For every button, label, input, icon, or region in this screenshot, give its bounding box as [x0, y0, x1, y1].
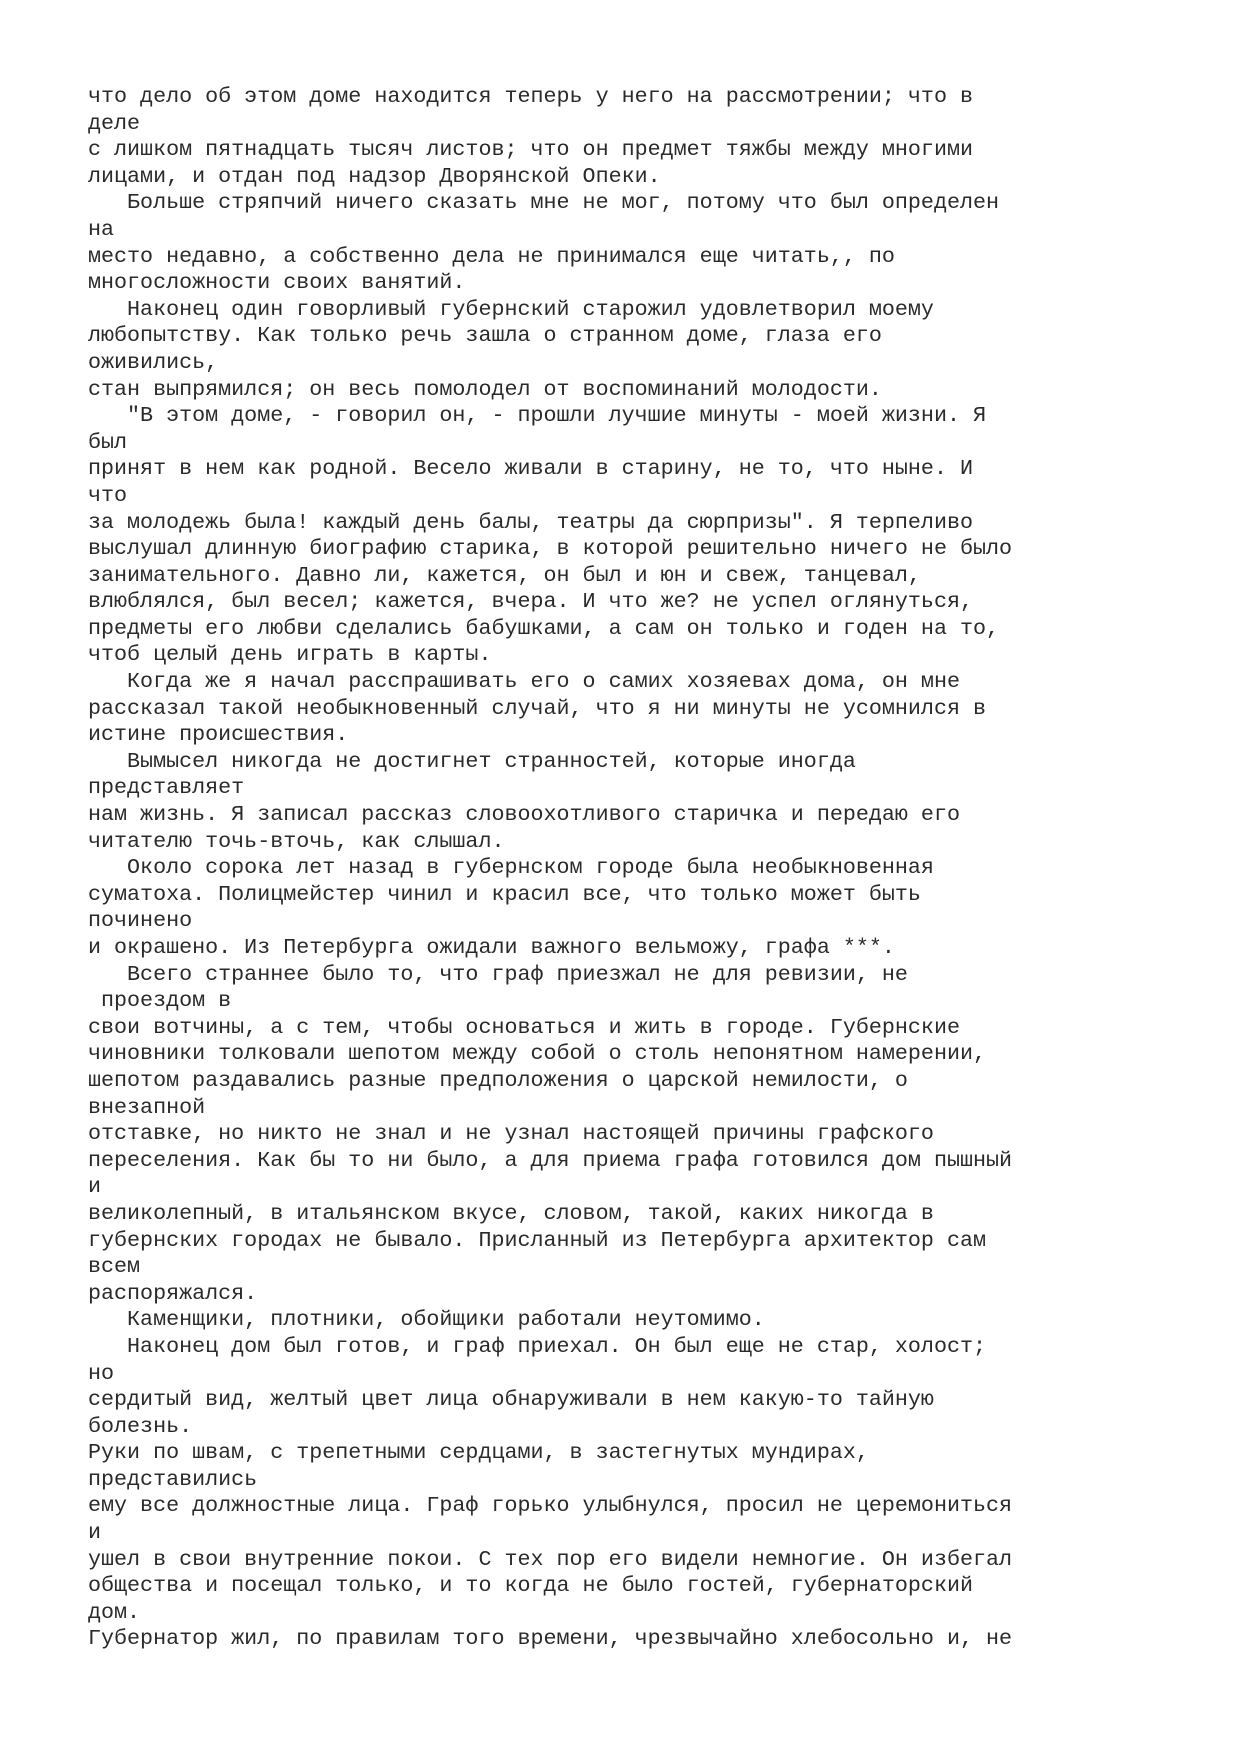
text-line: стан выпрямился; он весь помолодел от воспоминаний молодости.: [88, 376, 882, 402]
text-line: был: [88, 429, 128, 455]
text-line: представились: [88, 1466, 258, 1492]
text-line: за молодежь была! каждый день балы, театры да сюрпризы". Я терпеливо: [88, 509, 973, 535]
text-line: ушел в свои внутренние покои. С тех пор его видели немногие. Он избегал: [88, 1546, 1013, 1572]
text-line: выслушал длинную биографию старика, в которой решительно ничего не было: [88, 536, 1013, 562]
text-line: читателю точь-вточь, как слышал.: [88, 828, 505, 854]
text-line: шепотом раздавались разные предположения о царской немилости, о: [88, 1067, 908, 1093]
text-line: Губернатор жил, по правилам того времени, чрезвычайно хлебосольно и, не: [88, 1626, 1013, 1652]
text-line: Каменщики, плотники, обойщики работали неутомимо.: [88, 1307, 765, 1333]
text-line: суматоха. Полицмейстер чинил и красил все, что только может быть: [88, 881, 921, 907]
text-line: что: [88, 482, 128, 508]
text-line: "В этом доме, - говорил он, - прошли лучшие минуты - моей жизни. Я: [88, 403, 987, 429]
text-line: но: [88, 1360, 115, 1386]
text-line: болезнь.: [88, 1413, 193, 1439]
text-line: дом.: [88, 1599, 141, 1625]
text-line: ему все должностные лица. Граф горько улыбнулся, просил не церемониться: [88, 1493, 1013, 1519]
text-line: рассказал такой необыкновенный случай, что я ни минуты не усомнился в: [88, 695, 987, 721]
text-line: представляет: [88, 775, 245, 801]
text-line: многосложности своих ванятий.: [88, 270, 466, 296]
text-line: переселения. Как бы то ни было, а для приема графа готовился дом пышный: [88, 1147, 1013, 1173]
text-line: Около сорока лет назад в губернском городе была необыкновенная: [88, 855, 934, 881]
text-line: влюблялся, был весел; кажется, вчера. И что же? не успел оглянуться,: [88, 589, 973, 615]
text-line: свои вотчины, а с тем, чтобы основаться и жить в городе. Губернские: [88, 1014, 960, 1040]
text-line: проездом в: [88, 988, 232, 1014]
text-line: починено: [88, 908, 193, 934]
text-line: Всего страннее было то, что граф приезжал не для ревизии, не: [88, 961, 908, 987]
text-line: распоряжался.: [88, 1280, 258, 1306]
text-line: общества и посещал только, и то когда не было гостей, губернаторский: [88, 1573, 973, 1599]
text-line: предметы его любви сделались бабушками, а сам он только и годен на то,: [88, 615, 1000, 641]
text-line: Наконец один говорливый губернский старожил удовлетворил моему: [88, 296, 934, 322]
text-line: отставке, но никто не знал и не узнал настоящей причины графского: [88, 1121, 934, 1147]
text-line: всем: [88, 1254, 141, 1280]
text-line: занимательного. Давно ли, кажется, он был и юн и свеж, танцевал,: [88, 562, 921, 588]
text-line: губернских городах не бывало. Присланный из Петербурга архитектор сам: [88, 1227, 987, 1253]
text-line: Больше стряпчий ничего сказать мне не мог, потому что был определен: [88, 190, 1000, 216]
text-line: внезапной: [88, 1094, 206, 1120]
text-line: Руки по швам, с трепетными сердцами, в застегнутых мундирах,: [88, 1440, 869, 1466]
text-line: Наконец дом был готов, и граф приехал. Он был еще не стар, холост;: [88, 1333, 987, 1359]
text-line: великолепный, в итальянском вкусе, словом, такой, каких никогда в: [88, 1200, 934, 1226]
document-page: [88, 84, 1218, 1653]
text-line: чиновники толковали шепотом между собой о столь непонятном намерении,: [88, 1041, 987, 1067]
text-line: чтоб целый день играть в карты.: [88, 642, 492, 668]
text-line: Когда же я начал расспрашивать его о самих хозяевах дома, он мне: [88, 669, 960, 695]
text-line: Вымысел никогда не достигнет странностей, которые иногда: [88, 748, 856, 774]
text-line: с лишком пятнадцать тысяч листов; что он предмет тяжбы между многими: [88, 137, 973, 163]
text-line: истине происшествия.: [88, 722, 349, 748]
text-line: и: [88, 1174, 102, 1200]
text-line: сердитый вид, желтый цвет лица обнаруживали в нем какую-то тайную: [88, 1387, 934, 1413]
text-line: нам жизнь. Я записал рассказ словоохотливого старичка и передаю его: [88, 802, 960, 828]
text-line: и: [88, 1520, 102, 1546]
text-line: на: [88, 216, 115, 242]
text-line: лицами, и отдан под надзор Дворянской Опеки.: [88, 163, 661, 189]
text-line: любопытству. Как только речь зашла о странном доме, глаза его: [88, 323, 882, 349]
text-line: оживились,: [88, 349, 219, 375]
text-line: деле: [88, 110, 141, 136]
text-line: и окрашено. Из Петербурга ожидали важного вельможу, графа ***.: [88, 935, 895, 960]
text-line: что дело об этом доме находится теперь у него на рассмотрении; что в: [88, 84, 973, 109]
text-line: место недавно, а собственно дела не принимался еще читать,, по: [88, 243, 895, 269]
text-line: принят в нем как родной. Весело живали в старину, не то, что ныне. И: [88, 456, 973, 482]
